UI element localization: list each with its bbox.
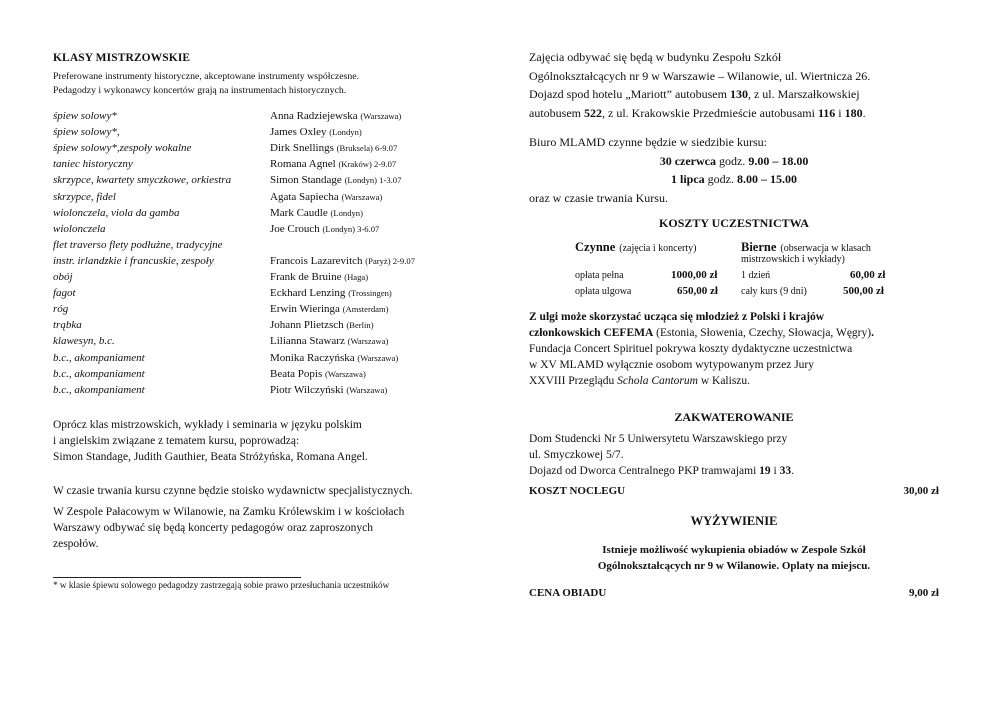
roster-row (53, 239, 473, 255)
teacher-entry (270, 110, 401, 122)
lodging-paragraph (529, 431, 939, 479)
instrument-label: śpiew solowy*, (53, 126, 120, 139)
teacher-city-dates: (Warszawa) (360, 111, 402, 121)
paragraph-line: zespołów. (53, 538, 99, 550)
lodging-line: Dom Studencki Nr 5 Uniwersytetu Warszawskiego przy (529, 433, 788, 445)
teacher-name: Romana Agnel (270, 158, 336, 171)
passive-head: Bierne (741, 240, 777, 254)
footnote: * w klasie śpiewu solowego pedagodzy zastrzegają sobie prawo przesłuchania uczestników (53, 580, 390, 590)
instrument-label: b.c., akompaniament (53, 351, 145, 364)
teacher-city-dates: (Londyn) (330, 207, 363, 218)
venue-paragraph (529, 48, 939, 122)
teacher-entry (270, 207, 363, 219)
active-reduced-amount: 650,00 zł (677, 285, 718, 297)
instrument-label: śpiew solowy*,zespoły wokalne (53, 142, 192, 155)
active-full-amount: 1000,00 zł (671, 269, 718, 281)
roster-row (53, 174, 473, 190)
teacher-city-dates: (Warszawa) (346, 384, 388, 395)
date: 30 czerwca (659, 153, 716, 168)
roster-row (53, 207, 473, 223)
text: godz. (704, 172, 737, 186)
roster-row (53, 352, 473, 368)
food-line: Istnieje możliwość wykupienia obiadów w Zespole Szkół (602, 544, 866, 556)
instrument-label: klawesyn, b.c. (53, 335, 115, 348)
meal-cost-row (529, 587, 939, 599)
costs-table (529, 238, 939, 302)
hours: 8.00 – 15.00 (737, 172, 797, 186)
office-date-2 (529, 170, 939, 189)
teacher-city-dates: (Londyn) 1-3.07 (344, 175, 402, 186)
teacher-entry (270, 335, 388, 347)
text: i (770, 465, 780, 477)
instrument-label: skrzypce, kwartety smyczkowe, orkiestra (53, 174, 232, 187)
instrument-label: wiolonczela (53, 222, 106, 235)
hours: 9.00 – 18.00 (748, 153, 809, 168)
passive-note: (obserwacja w klasach (780, 243, 871, 254)
teacher-name: Monika Raczyńska (270, 351, 355, 364)
roster-row (53, 142, 473, 158)
active-header (575, 238, 696, 256)
text: autobusem (529, 105, 584, 120)
teacher-city-dates: (Haga) (344, 272, 369, 282)
paragraph-line: i angielskim związane z tematem kursu, poprowadzą: (53, 435, 300, 447)
text: Schola Cantorum (617, 375, 698, 387)
bus-number: 116 (817, 105, 836, 120)
teacher-entry (270, 223, 379, 235)
masterclasses-title: KLASY MISTRZOWSKIE (53, 52, 191, 64)
teacher-city-dates: (Berlin) (346, 320, 374, 331)
text: XXVIII Przeglądu (529, 375, 618, 387)
roster-row (53, 126, 473, 142)
bus-number: 130 (729, 87, 748, 101)
bus-number: 180 (844, 105, 863, 120)
teacher-city-dates: (Amsterdam) (342, 304, 389, 315)
teacher-name: Eckhard Lenzing (270, 287, 346, 300)
tram-number: 33 (779, 465, 792, 477)
teacher-entry (270, 319, 374, 331)
discount-line (529, 325, 939, 341)
paragraph-line: Oprócz klas mistrzowskich, wykłady i seminaria w języku polskim (53, 419, 362, 431)
teacher-city-dates: (Trossingen) (348, 288, 392, 299)
roster-row (53, 368, 473, 384)
instrument-label: flet traverso flety podłużne, tradycyjne (53, 238, 223, 251)
teacher-entry (270, 126, 362, 138)
text: godz. (715, 153, 749, 168)
discount-line: Z ulgi może skorzystać ucząca się młodzież z Polski i krajów (529, 311, 825, 323)
publications-paragraph: W czasie trwania kursu czynne będzie stoisko wydawnictw specjalistycznych. (53, 485, 413, 497)
teacher-city-dates: (Paryż) 2-9.07 (365, 255, 415, 266)
teacher-entry (270, 352, 398, 364)
teacher-entry (270, 384, 387, 396)
teacher-name: Lilianna Stawarz (270, 335, 345, 348)
roster-row (53, 384, 473, 400)
text: członkowskich CEFEMA (529, 327, 654, 339)
text: w Kaliszu. (697, 375, 751, 387)
instrument-label: obój (53, 271, 73, 283)
office-paragraph (529, 133, 939, 207)
teacher-entry (270, 174, 401, 186)
paragraph-line: Warszawy odbywać się będą koncerty pedagogów oraz zaproszonych (53, 522, 373, 534)
tram-number: 19 (759, 465, 771, 477)
text: . (791, 465, 794, 477)
teacher-name: Joe Crouch (270, 222, 320, 235)
instrument-label: instr. irlandzkie i francuskie, zespoły (53, 254, 214, 267)
discount-line: Fundacja Concert Spirituel pokrywa koszty dydaktyczne uczestnictwa (529, 343, 853, 355)
text: Dojazd spod hotelu „Mariott” autobusem (529, 87, 730, 101)
venue-line: Ogólnokształcących nr 9 w Warszawie – Wilanowie, ul. Wiertnicza 26. (529, 68, 871, 83)
text: , z ul. Marszałkowskiej (747, 87, 860, 101)
teacher-name: Simon Standage (270, 174, 342, 187)
text: . (871, 327, 874, 339)
office-line: oraz w czasie trwania Kursu. (529, 190, 668, 205)
active-head: Czynne (575, 240, 616, 254)
roster-row (53, 319, 473, 335)
teacher-city-dates: (Londyn) (329, 127, 362, 138)
teacher-entry (270, 287, 392, 299)
instrument-label: skrzypce, fidel (53, 190, 116, 203)
teacher-city-dates: (Londyn) 3-6.07 (322, 223, 380, 234)
teacher-entry (270, 142, 397, 154)
date: 1 lipca (671, 172, 705, 186)
discount-line: w XV MLAMD wyłącznie osobom wytypowanym przez Jury (529, 359, 815, 371)
passive-all-label: cały kurs (9 dni) (741, 286, 807, 297)
concerts-paragraph (53, 504, 473, 552)
instrument-label: b.c., akompaniament (53, 383, 145, 396)
teacher-name: Agata Sapiecha (270, 190, 339, 203)
lodging-cost-label: KOSZT NOCLEGU (529, 485, 626, 497)
discount-line (529, 373, 939, 389)
venue-line (529, 104, 939, 123)
lodging-line (529, 463, 939, 479)
discount-paragraph (529, 309, 939, 389)
teacher-name: Johann Plietzsch (270, 319, 344, 332)
roster-row (53, 287, 473, 303)
intro-line: Pedagodzy i wykonawcy koncertów grają na instrumentach historycznych. (53, 85, 347, 96)
meal-cost-value: 9,00 zł (909, 587, 939, 599)
text: Dojazd od Dworca Centralnego PKP tramwajami (529, 465, 760, 477)
teacher-entry (270, 158, 396, 170)
instrument-label: wiolonczela, viola da gamba (53, 206, 180, 219)
passive-all-amount: 500,00 zł (843, 285, 884, 297)
teacher-name: James Oxley (270, 126, 327, 139)
meal-cost-label: CENA OBIADU (529, 587, 607, 599)
instrument-label: taniec historyczny (53, 158, 133, 171)
lodging-cost-value: 30,00 zł (903, 485, 939, 497)
teacher-name: Mark Caudle (270, 206, 328, 219)
instrument-label: śpiew solowy* (53, 110, 117, 122)
bus-number: 522 (584, 105, 602, 120)
venue-line (529, 85, 939, 104)
paragraph-line: W Zespole Pałacowym w Wilanowie, na Zamku Królewskim i w kościołach (53, 506, 405, 518)
text: i (835, 105, 845, 120)
roster-row (53, 271, 473, 287)
teacher-entry (270, 368, 366, 380)
active-note: (zajęcia i koncerty) (619, 243, 697, 254)
roster-row (53, 223, 473, 239)
text: (Estonia, Słowenia, Czechy, Słowacja, Węgry) (653, 327, 872, 339)
teacher-city-dates: (Kraków) 2-9.07 (338, 159, 397, 170)
teacher-city-dates: (Warszawa) (357, 352, 399, 363)
teacher-entry (270, 271, 368, 283)
food-paragraph (529, 542, 939, 574)
active-reduced-label: opłata ulgowa (575, 286, 632, 297)
paragraph-line: Simon Standage, Judith Gauthier, Beata Stróżyńska, Romana Angel. (53, 451, 368, 463)
lodging-cost-row (529, 485, 939, 497)
teacher-name: Francois Lazarevitch (270, 254, 363, 267)
roster-row (53, 191, 473, 207)
teacher-city-dates: (Warszawa) (347, 336, 389, 347)
roster-row (53, 255, 473, 271)
teacher-name: Frank de Bruine (270, 271, 342, 283)
food-line: Ogólnokształcących nr 9 w Wilanowie. Oplaty na miejscu. (597, 560, 871, 572)
lodging-title: ZAKWATEROWANIE (674, 410, 794, 424)
active-full-label: opłata pełna (575, 270, 624, 281)
passive-day-label: 1 dzień (741, 270, 771, 281)
passive-day-amount: 60,00 zł (850, 269, 886, 281)
venue-line: Zajęcia odbywać się będą w budynku Zespołu Szkół (529, 50, 782, 64)
teacher-name: Beata Popis (270, 367, 323, 380)
instrument-label: fagot (53, 287, 76, 300)
teacher-name: Piotr Wilczyński (270, 383, 344, 396)
roster-row (53, 158, 473, 174)
teacher-name: Dirk Snellings (270, 142, 334, 155)
teacher-entry (270, 255, 415, 267)
lodging-line: ul. Smyczkowej 5/7. (529, 449, 624, 461)
intro-line: Preferowane instrumenty historyczne, akceptowane instrumenty współczesne. (53, 71, 360, 82)
office-line: Biuro MLAMD czynne będzie w siedzibie kursu: (529, 135, 767, 149)
roster-row (53, 110, 473, 126)
teacher-entry (270, 303, 389, 315)
text: . (862, 105, 866, 120)
food-title: WYŻYWIENIE (690, 514, 778, 528)
office-date-1 (529, 152, 939, 171)
footnote-divider (53, 577, 301, 578)
teacher-name: Anna Radziejewska (270, 110, 358, 122)
teacher-entry (270, 191, 382, 203)
roster-row (53, 335, 473, 351)
lectures-paragraph (53, 417, 473, 465)
instrument-label: trąbka (53, 319, 82, 332)
teacher-city-dates: (Warszawa) (341, 191, 383, 202)
teacher-city-dates: (Warszawa) (325, 368, 366, 379)
text: , z ul. Krakowskie Przedmieście autobusami (602, 105, 818, 120)
costs-title: KOSZTY UCZESTNICTWA (659, 216, 809, 230)
teacher-city-dates: (Bruksela) 6-9.07 (336, 143, 398, 154)
intro-text (53, 70, 473, 98)
passive-note-2: mistrzowskich i wykłady) (741, 254, 845, 265)
instrument-label: róg (53, 303, 69, 316)
roster-row (53, 303, 473, 319)
teacher-name: Erwin Wieringa (270, 303, 340, 316)
instrument-label: b.c., akompaniament (53, 367, 145, 380)
